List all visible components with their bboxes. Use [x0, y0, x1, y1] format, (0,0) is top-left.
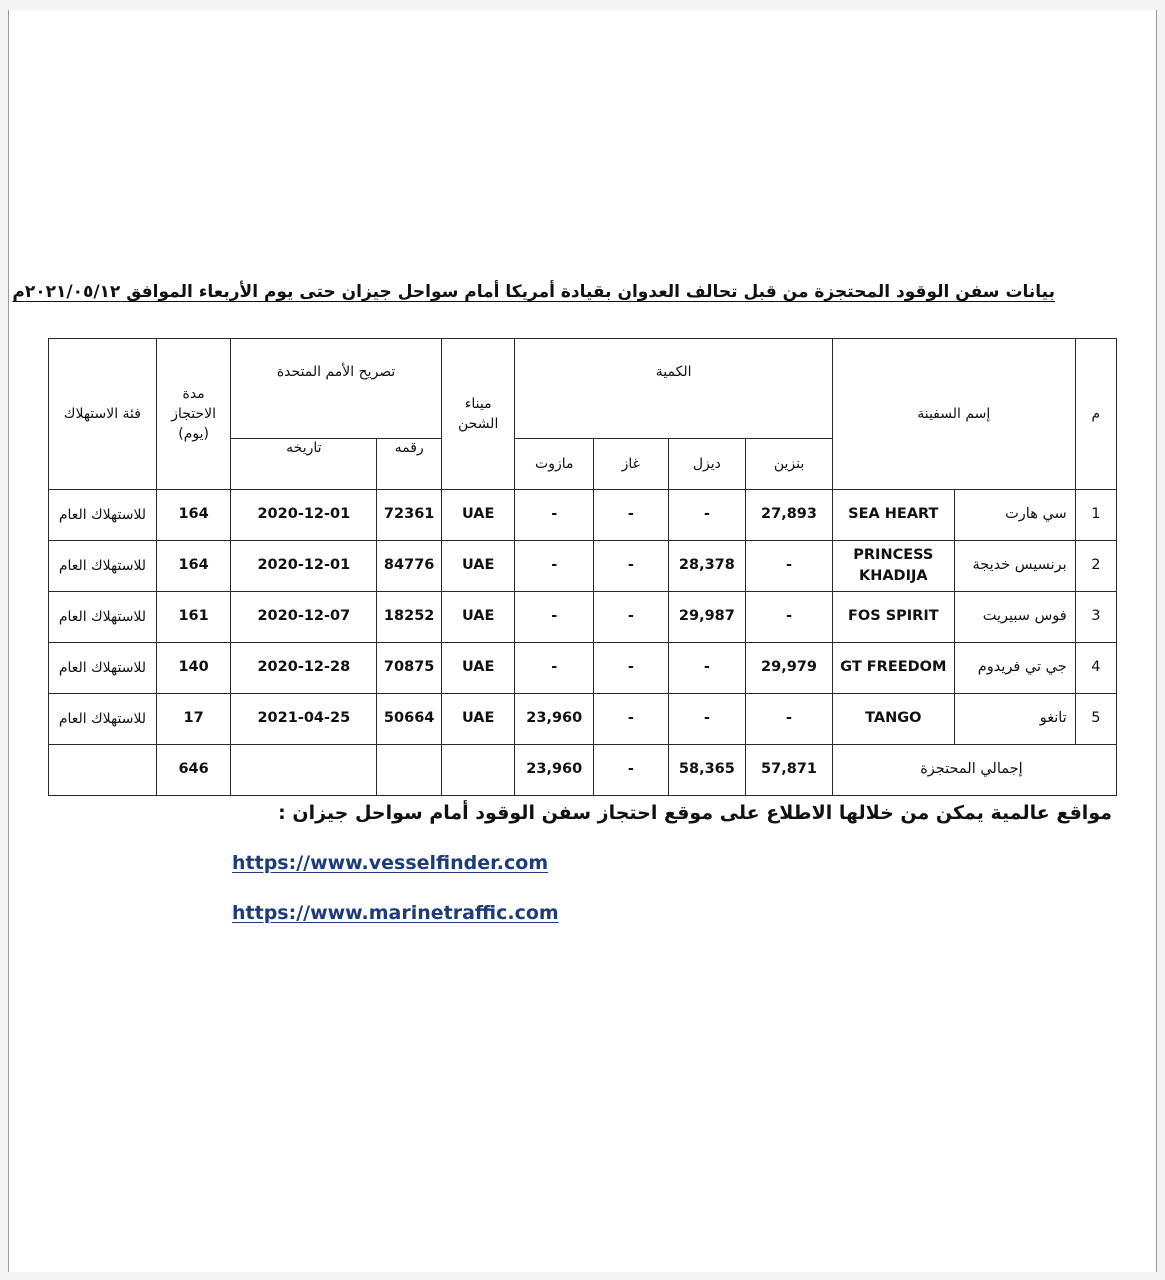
loading-port: UAE — [441, 643, 515, 694]
ship-name-en: GT FREEDOM — [832, 643, 954, 694]
total-number-empty — [377, 745, 441, 796]
diesel-qty: 28,378 — [668, 541, 746, 592]
mazut-qty: - — [515, 643, 594, 694]
total-port-empty — [441, 745, 515, 796]
diesel-qty: - — [668, 643, 746, 694]
diesel-qty: - — [668, 490, 746, 541]
header-port: ميناء الشحن — [441, 339, 515, 490]
permit-date: 2020-12-07 — [231, 592, 377, 643]
loading-port: UAE — [441, 694, 515, 745]
detention-days: 164 — [156, 541, 230, 592]
gasoline-qty: - — [746, 592, 833, 643]
header-gas: غاز — [594, 439, 669, 490]
permit-number: 50664 — [377, 694, 441, 745]
total-date-empty — [231, 745, 377, 796]
header-mazut: مازوت — [515, 439, 594, 490]
permit-number: 84776 — [377, 541, 441, 592]
header-permit-date: تاريخه — [231, 439, 377, 490]
permit-date: 2020-12-28 — [231, 643, 377, 694]
detention-days: 140 — [156, 643, 230, 694]
gas-qty: - — [594, 541, 669, 592]
table-row — [49, 490, 1117, 541]
diesel-qty: - — [668, 694, 746, 745]
document-title: بيانات سفن الوقود المحتجزة من قبل تحالف العدوان بقيادة أمريكا أمام سواحل جيزان حتى يوم الأربعاء الموافق ٢٠٢١/٠٥/١٢م — [12, 282, 1055, 302]
consumption-category: للاستهلاك العام — [49, 541, 157, 592]
mazut-qty: - — [515, 490, 594, 541]
permit-number: 70875 — [377, 643, 441, 694]
ship-name-ar: سي هارت — [954, 490, 1075, 541]
diesel-qty: 29,987 — [668, 592, 746, 643]
total-category-empty — [49, 745, 157, 796]
header-diesel: ديزل — [668, 439, 746, 490]
header-detention-days: مدة الاحتجاز (يوم) — [156, 339, 230, 490]
ship-name-en: TANGO — [832, 694, 954, 745]
row-index: 5 — [1075, 694, 1116, 745]
detention-days: 17 — [156, 694, 230, 745]
ship-name-ar: تانغو — [954, 694, 1075, 745]
row-index: 3 — [1075, 592, 1116, 643]
consumption-category: للاستهلاك العام — [49, 643, 157, 694]
header-un-permit: تصريح الأمم المتحدة — [231, 339, 442, 439]
gasoline-qty: - — [746, 694, 833, 745]
permit-date: 2020-12-01 — [231, 490, 377, 541]
gas-qty: - — [594, 694, 669, 745]
gas-qty: - — [594, 592, 669, 643]
gasoline-qty: 29,979 — [746, 643, 833, 694]
marinetraffic-link[interactable]: https://www.marinetraffic.com — [232, 902, 559, 924]
gasoline-qty: - — [746, 541, 833, 592]
permit-date: 2020-12-01 — [231, 541, 377, 592]
total-mazut: 23,960 — [515, 745, 594, 796]
table-row — [49, 643, 1117, 694]
detention-days: 164 — [156, 490, 230, 541]
header-quantity: الكمية — [515, 339, 832, 439]
totals-label: إجمالي المحتجزة — [832, 745, 1116, 796]
table-row — [49, 592, 1117, 643]
header-index: م — [1075, 339, 1116, 490]
ship-name-en: FOS SPIRIT — [832, 592, 954, 643]
detention-days: 161 — [156, 592, 230, 643]
loading-port: UAE — [441, 592, 515, 643]
ship-name-ar: فوس سبيريت — [954, 592, 1075, 643]
header-permit-number: رقمه — [377, 439, 441, 490]
ship-name-en: SEA HEART — [832, 490, 954, 541]
total-gas: - — [594, 745, 669, 796]
header-category: فئة الاستهلاك — [49, 339, 157, 490]
permit-number: 72361 — [377, 490, 441, 541]
consumption-category: للاستهلاك العام — [49, 592, 157, 643]
gasoline-qty: 27,893 — [746, 490, 833, 541]
mazut-qty: 23,960 — [515, 694, 594, 745]
header-gasoline: بنزين — [746, 439, 833, 490]
ship-name-ar: جي تي فريدوم — [954, 643, 1075, 694]
mazut-qty: - — [515, 541, 594, 592]
ship-name-en: PRINCESS KHADIJA — [832, 541, 954, 592]
tracking-sites-note: مواقع عالمية يمكن من خلالها الاطلاع على موقع احتجاز سفن الوقود أمام سواحل جيزان : — [278, 802, 1112, 824]
vesselfinder-link[interactable]: https://www.vesselfinder.com — [232, 852, 549, 874]
permit-date: 2021-04-25 — [231, 694, 377, 745]
total-diesel: 58,365 — [668, 745, 746, 796]
header-ship-name: إسم السفينة — [832, 339, 1075, 490]
mazut-qty: - — [515, 592, 594, 643]
consumption-category: للاستهلاك العام — [49, 490, 157, 541]
gas-qty: - — [594, 643, 669, 694]
row-index: 2 — [1075, 541, 1116, 592]
loading-port: UAE — [441, 490, 515, 541]
gas-qty: - — [594, 490, 669, 541]
permit-number: 18252 — [377, 592, 441, 643]
table-row — [49, 694, 1117, 745]
consumption-category: للاستهلاك العام — [49, 694, 157, 745]
header-row — [49, 339, 1117, 439]
row-index: 4 — [1075, 643, 1116, 694]
table-row — [49, 541, 1117, 592]
loading-port: UAE — [441, 541, 515, 592]
totals-row — [49, 745, 1117, 796]
total-detention-days: 646 — [156, 745, 230, 796]
detained-ships-table — [48, 338, 1117, 796]
ship-name-ar: برنسيس خديجة — [954, 541, 1075, 592]
total-gasoline: 57,871 — [746, 745, 833, 796]
row-index: 1 — [1075, 490, 1116, 541]
